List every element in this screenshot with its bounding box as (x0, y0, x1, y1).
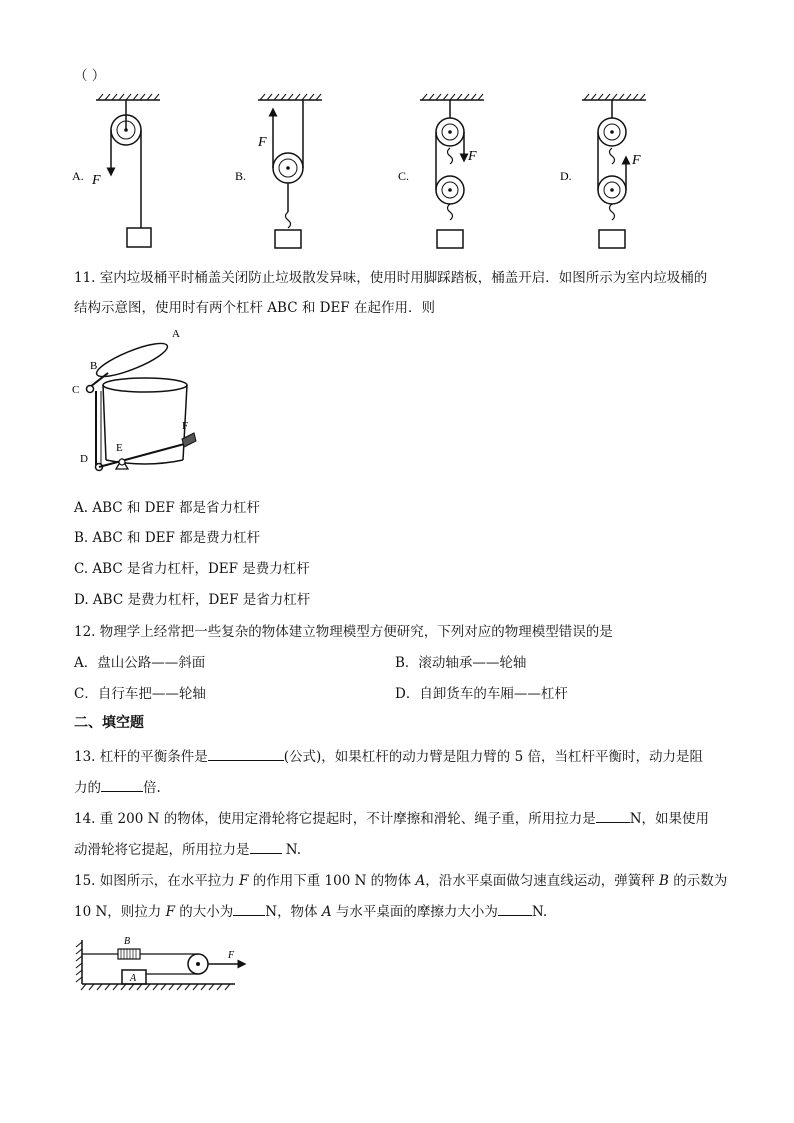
q15-line1 (74, 869, 727, 889)
section-title: 二、填空题 (74, 715, 144, 731)
q15-text-7: N，物体 (265, 904, 322, 920)
option-a-fixed-pulley (72, 94, 160, 247)
q11-option-a: A. ABC 和 DEF 都是省力杠杆 (74, 500, 261, 516)
q15-var-f2: F (165, 904, 175, 920)
force-label-a: F (92, 173, 101, 188)
pulley-figures (60, 90, 700, 255)
q15-blank-friction[interactable] (498, 901, 532, 916)
fig-label-b: B (124, 936, 131, 947)
fig-label-a: A (130, 973, 137, 984)
label-b: B (90, 360, 98, 372)
force-label-c: F (468, 149, 477, 164)
q11-option-d: D. ABC 是费力杠杆，DEF 是省力杠杆 (74, 592, 311, 608)
q13-text-3: 力的 (74, 780, 101, 796)
label-e: E (116, 442, 123, 454)
q14-text-1: 14. 重 200 N 的物体，使用定滑轮将它提起时，不计摩擦和滑轮、绳子重，所用拉力是 (74, 811, 596, 827)
label-f: F (182, 420, 189, 432)
q15-text-9: N. (531, 904, 548, 920)
option-b-movable-pulley (235, 94, 322, 248)
q15-text-4: 的示数为 (668, 873, 728, 889)
q15-line2 (74, 900, 547, 920)
trash-can-figure (70, 325, 210, 475)
option-a-label: A. (72, 169, 84, 183)
answer-bracket: （ ） (74, 68, 106, 84)
q14-text-3: 动滑轮将它提起，所用拉力是 (74, 842, 250, 858)
q15-text-5: 10 N，则拉力 (74, 904, 166, 920)
q13-text-2: (公式)，如果杠杆的动力臂是阻力臂的 5 倍，当杠杆平衡时，动力是阻 (283, 749, 703, 765)
q14-blank-movable[interactable] (250, 839, 282, 854)
label-a: A (172, 328, 180, 340)
q15-text-8: 与水平桌面的摩擦力大小为 (331, 904, 498, 920)
q11-option-c: C. ABC 是省力杠杆，DEF 是费力杠杆 (74, 561, 310, 577)
spring-scale-figure (70, 932, 260, 992)
q15-var-f: F (239, 873, 249, 889)
q14-blank-fixed[interactable] (596, 808, 630, 823)
option-d-label: D. (560, 169, 572, 183)
option-c-label: C. (398, 169, 410, 183)
option-d-pulley-block (560, 94, 646, 248)
q13-text-1: 13. 杠杆的平衡条件是 (74, 749, 208, 765)
q13-line2 (74, 776, 161, 796)
label-c: C (72, 384, 80, 396)
q13-blank-ratio[interactable] (101, 777, 143, 792)
option-b-label: B. (235, 169, 247, 183)
q13-blank-formula[interactable] (208, 746, 284, 761)
q11-stem-line1: 11. 室内垃圾桶平时桶盖关闭防止垃圾散发异味，使用时用脚踩踏板，桶盖开启．如图所示为室内垃圾桶的 (74, 270, 708, 286)
force-label-b: F (258, 135, 267, 150)
q14-line1 (74, 807, 709, 827)
q14-text-2: N，如果使用 (629, 811, 710, 827)
q15-text-6: 的大小为 (174, 904, 234, 920)
q12-option-b: B．滚动轴承——轮轴 (395, 655, 527, 671)
q13-line1 (74, 745, 703, 765)
q12-option-d: D．自卸货车的车厢——杠杆 (395, 686, 568, 702)
q11-option-b: B. ABC 和 DEF 都是费力杠杆 (74, 530, 261, 546)
q14-text-4: N. (281, 842, 302, 858)
q11-stem-line2: 结构示意图，使用时有两个杠杆 ABC 和 DEF 在起作用．则 (74, 300, 435, 316)
q15-text-1: 15. 如图所示，在水平拉力 (74, 873, 240, 889)
q15-text-3: ，沿水平桌面做匀速直线运动，弹簧秤 (425, 873, 660, 889)
q15-text-2: 的作用下重 100 N 的物体 (248, 873, 416, 889)
label-d: D (80, 453, 88, 465)
q13-text-4: 倍. (143, 780, 161, 796)
q14-line2 (74, 838, 301, 858)
q12-stem: 12. 物理学上经常把一些复杂的物体建立物理模型方便研究，下列对应的物理模型错误的是 (74, 624, 613, 640)
q15-var-a2: A (321, 904, 332, 920)
q12-option-c: C．自行车把——轮轴 (74, 686, 206, 702)
q15-blank-force[interactable] (233, 901, 265, 916)
q15-var-b: B (659, 873, 669, 889)
fig-label-f: F (228, 950, 235, 961)
q12-option-a: A．盘山公路——斜面 (74, 655, 206, 671)
option-c-pulley-block (398, 94, 484, 248)
q15-var-a: A (415, 873, 426, 889)
force-label-d: F (632, 153, 641, 168)
